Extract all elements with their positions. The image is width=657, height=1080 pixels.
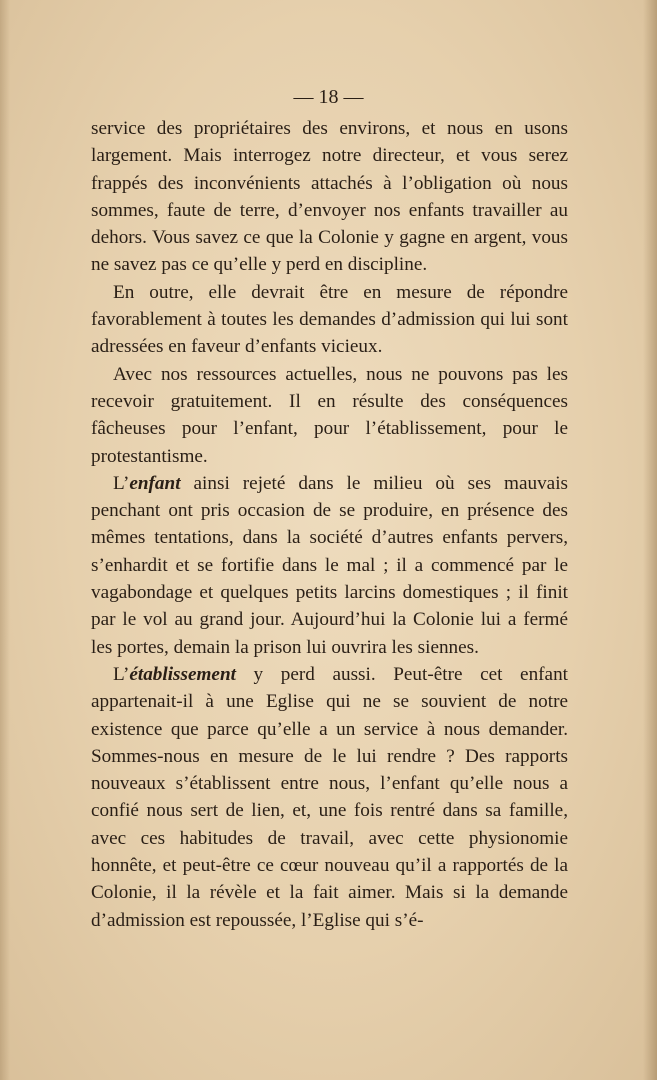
paragraph-5 xyxy=(91,661,568,934)
paragraph-5-rest: y perd aussi. Peut-être cet enfant appartenait-il à une Eglise qui ne se souvient de notre existence que parce qu’elle a un service à nous demander. Sommes-nous en mesure de le lui rendre ? Des rapports nouveaux s’établissent entre nous, l’enfant qu’elle nous a confié nous sert de lien, et, une fois rentré dans sa famille, avec ces habitudes de travail, avec cette physionomie honnête, et peut-être ce cœur nouveau qu’il a rapportés de la Colonie, il la révèle et la fait aimer. Mais si la demande d’admission est repoussée, l’Eglise qui s’é- xyxy=(91,663,568,931)
paragraph-2: En outre, elle devrait être en mesure de répondre favorablement à toutes les demandes d’admission qui lui sont adressées en faveur d’enfants vicieux. xyxy=(91,281,568,358)
paragraph-4 xyxy=(91,470,568,661)
paragraph-4-emphasis: enfant xyxy=(129,472,181,494)
page-right-shadow xyxy=(643,0,657,1080)
paragraph-1: service des propriétaires des environs, et nous en usons largement. Mais interrogez notre directeur, et vous serez frappés des inconvénients attachés à l’obligation où nous sommes, faute de terre, d’envoyer nos enfants travailler au dehors. Vous savez ce que la Colonie y gagne en argent, vous ne savez pas ce qu’elle y perd en discipline. xyxy=(91,118,568,276)
page-left-shadow xyxy=(0,0,10,1080)
paragraph-4-rest: ainsi rejeté dans le milieu où ses mauvais penchant ont pris occasion de se produire, en présence des mêmes tentations, dans la société d’autres enfants pervers, s’enhardit et se fortifie dans le mal ; il a commencé par le vagabondage et quelques petits larcins domestiques ; il finit par le vol au grand jour. Aujourd’hui la Colonie lui a fermé les portes, demain la prison lui ouvrira les siennes. xyxy=(91,472,568,658)
paragraph-4-lead: L’ xyxy=(113,472,130,494)
paragraph-5-emphasis: établissement xyxy=(129,663,236,685)
page-number: — 18 — xyxy=(293,86,364,108)
paragraph-5-lead: L’ xyxy=(113,663,130,685)
paragraph-3: Avec nos ressources actuelles, nous ne pouvons pas les recevoir gratuitement. Il en résulte des conséquences fâcheuses pour l’enfant, pour l’établissement, pour le protestantisme. xyxy=(91,363,568,467)
body-text xyxy=(91,115,568,934)
